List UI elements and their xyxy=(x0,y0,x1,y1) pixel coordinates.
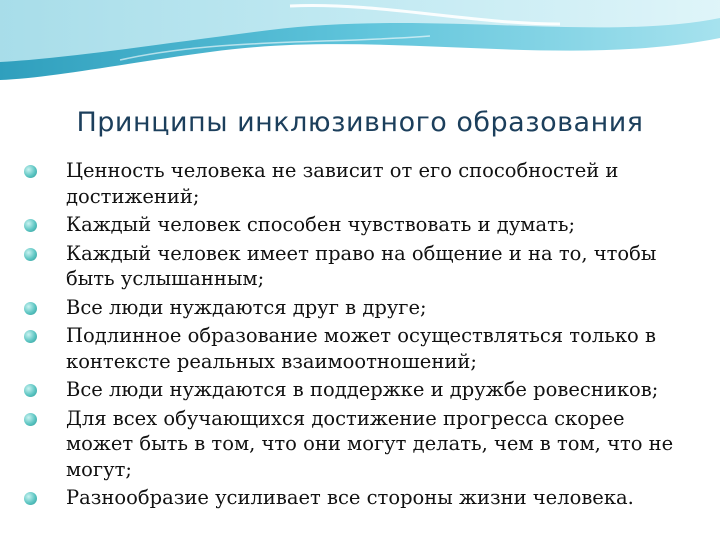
bullet-item xyxy=(24,158,694,209)
bullet-text: Каждый человек имеет право на общение и на то, чтобы быть услышанным; xyxy=(66,241,657,290)
bullet-text: Для всех обучающихся достижение прогресса скорее может быть в том, что они могут делать, чем в том, что не могут; xyxy=(66,406,674,481)
bullet-item xyxy=(24,406,694,483)
bullet-text: Разнообразие усиливает все стороны жизни человека. xyxy=(66,486,634,509)
bullet-dot-icon xyxy=(24,384,37,397)
bullet-text: Подлинное образование может осуществляться только в контексте реальных взаимоотношений; xyxy=(66,324,656,373)
bullet-dot-icon xyxy=(24,330,37,343)
bullet-dot-icon xyxy=(24,492,37,505)
bullet-item xyxy=(24,323,694,374)
bullet-item xyxy=(24,377,694,403)
bullet-dot-icon xyxy=(24,248,37,261)
bullet-dot-icon xyxy=(24,219,37,232)
bullet-item xyxy=(24,295,694,321)
bullet-item xyxy=(24,241,694,292)
slide-title: Принципы инклюзивного образования xyxy=(76,107,644,138)
bullet-item xyxy=(24,485,694,511)
bullet-text: Каждый человек способен чувствовать и думать; xyxy=(66,213,576,236)
bullet-item xyxy=(24,212,694,238)
bullet-dot-icon xyxy=(24,302,37,315)
header-wave-decoration xyxy=(0,0,720,90)
bullet-list xyxy=(24,158,694,514)
bullet-text: Все люди нуждаются в поддержке и дружбе ровесников; xyxy=(66,378,659,401)
bullet-dot-icon xyxy=(24,413,37,426)
bullet-text: Ценность человека не зависит от его способностей и достижений; xyxy=(66,159,619,208)
bullet-text: Все люди нуждаются друг в друге; xyxy=(66,295,427,319)
bullet-dot-icon xyxy=(24,165,37,178)
